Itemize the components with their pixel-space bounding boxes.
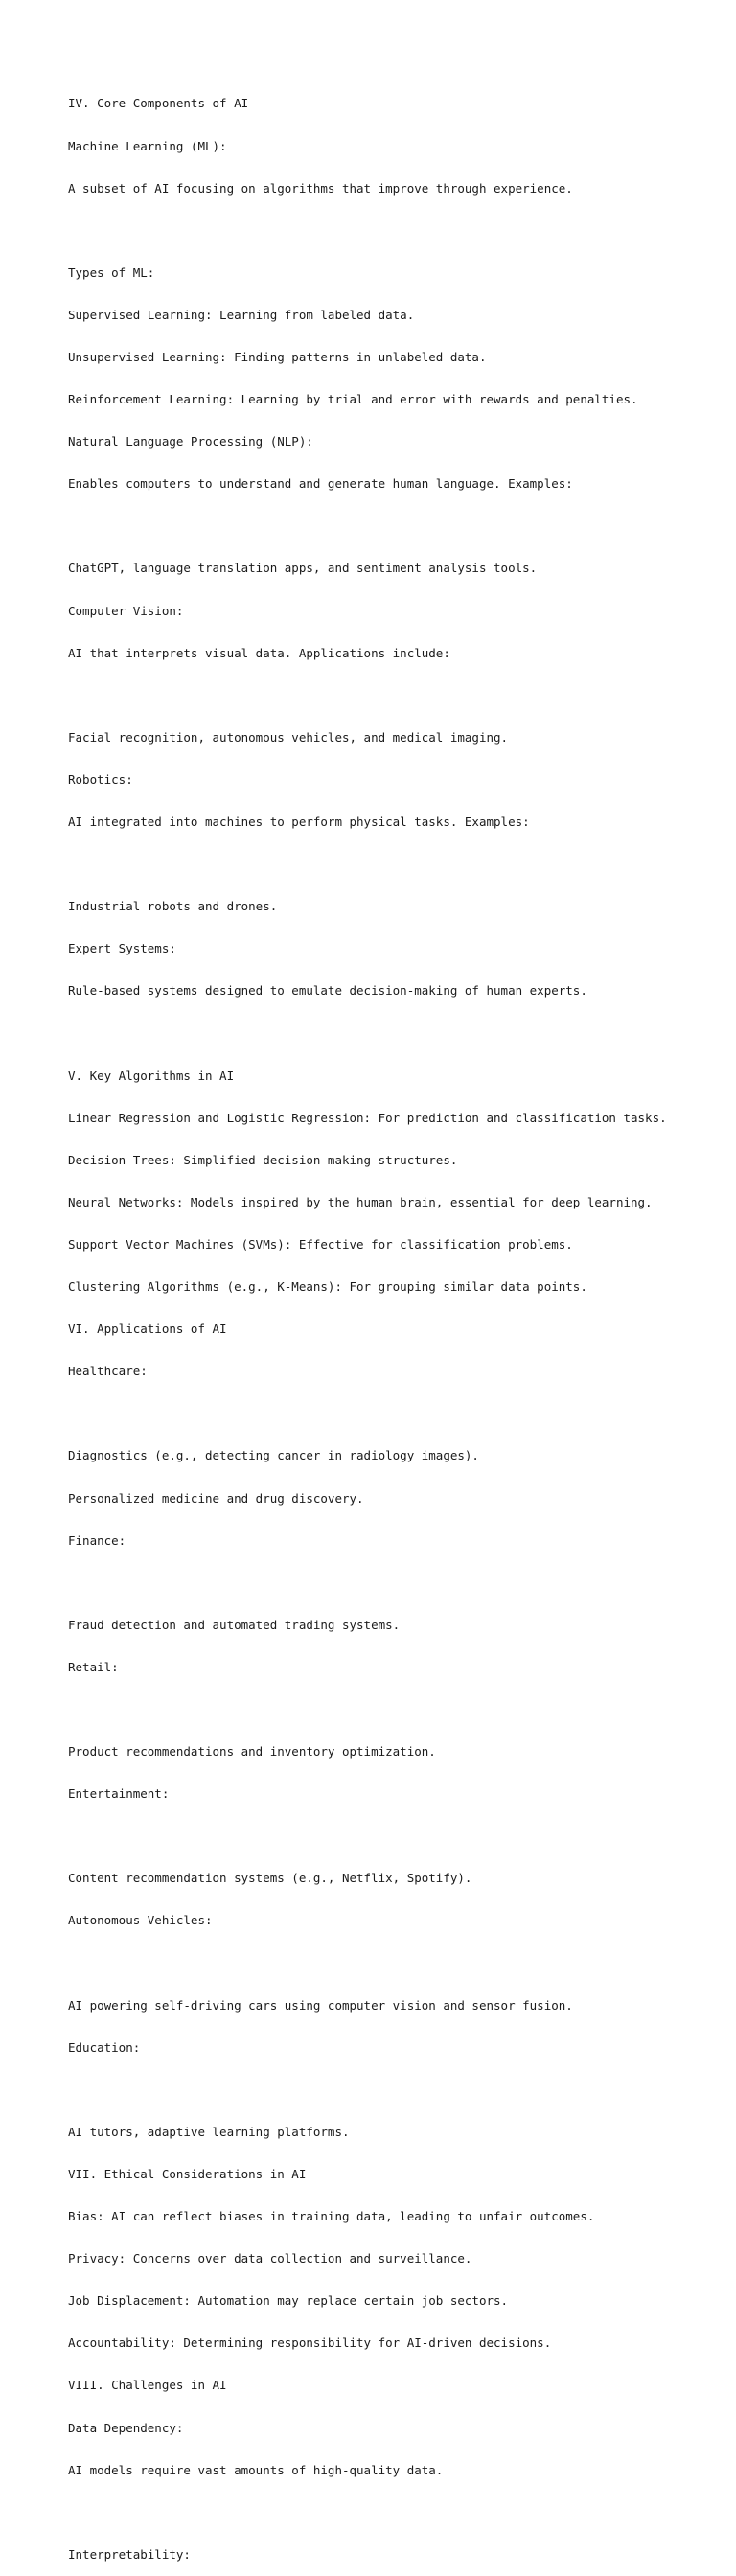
text-line: AI powering self-driving cars using computer vision and sensor fusion. [68, 1997, 573, 2012]
text-line: Robotics: [68, 771, 133, 787]
text-line: Natural Language Processing (NLP): [68, 434, 313, 449]
text-line: Autonomous Vehicles: [68, 1913, 213, 1928]
text-line: ChatGPT, language translation apps, and sentiment analysis tools. [68, 561, 538, 576]
document-page [68, 69, 729, 2576]
text-line: Fraud detection and automated trading systems. [68, 1617, 401, 1632]
blank-line [68, 1407, 729, 1421]
text-line: Linear Regression and Logistic Regression: For prediction and classification tasks. [68, 1110, 667, 1125]
text-line: Bias: AI can reflect biases in training data, leading to unfair outcomes. [68, 2209, 595, 2224]
section-heading-applications: VI. Applications of AI [68, 1322, 227, 1337]
blank-line [68, 224, 729, 239]
text-line: Education: [68, 2039, 141, 2055]
blank-line [68, 858, 729, 872]
text-line: Support Vector Machines (SVMs): Effective for classification problems. [68, 1236, 573, 1252]
section-heading-core-components: IV. Core Components of AI [68, 96, 249, 111]
text-line: Retail: [68, 1659, 119, 1674]
blank-line [68, 1576, 729, 1591]
section-heading-key-algorithms: V. Key Algorithms in AI [68, 1068, 235, 1083]
text-line: Finance: [68, 1532, 126, 1548]
text-line: Unsupervised Learning: Finding patterns in unlabeled data. [68, 349, 487, 364]
text-line: Personalized medicine and drug discovery. [68, 1490, 364, 1506]
text-line: Rule-based systems designed to emulate decision-making of human experts. [68, 983, 587, 999]
text-line: Data Dependency: [68, 2420, 184, 2435]
blank-line [68, 1957, 729, 1971]
text-line: Clustering Algorithms (e.g., K-Means): For grouping similar data points. [68, 1279, 587, 1295]
text-line: Types of ML: [68, 264, 155, 280]
section-heading-ethical-considerations: VII. Ethical Considerations in AI [68, 2167, 307, 2181]
blank-line [68, 689, 729, 703]
blank-line [68, 1026, 729, 1041]
text-line: Expert Systems: [68, 941, 176, 956]
text-line: Supervised Learning: Learning from labeled data. [68, 307, 415, 322]
blank-line [68, 1829, 729, 1844]
blank-line [68, 1703, 729, 1717]
text-line: Neural Networks: Models inspired by the human brain, essential for deep learning. [68, 1194, 653, 1209]
text-line: Computer Vision: [68, 603, 184, 618]
text-line: Content recommendation systems (e.g., Netflix, Spotify). [68, 1871, 472, 1886]
text-line: Job Displacement: Automation may replace certain job sectors. [68, 2293, 509, 2309]
text-line: Accountability: Determining responsibility for AI-driven decisions. [68, 2335, 552, 2351]
text-line: Product recommendations and inventory optimization. [68, 1744, 436, 1760]
text-line: Industrial robots and drones. [68, 899, 278, 914]
text-line: AI tutors, adaptive learning platforms. [68, 2124, 350, 2139]
text-line: Diagnostics (e.g., detecting cancer in radiology images). [68, 1448, 479, 1463]
text-line: AI integrated into machines to perform physical tasks. Examples: [68, 815, 530, 829]
blank-line [68, 2083, 729, 2098]
text-line: Interpretability: [68, 2546, 191, 2562]
blank-line [68, 2506, 729, 2520]
text-line: AI models require vast amounts of high-quality data. [68, 2462, 444, 2477]
text-line: Machine Learning (ML): [68, 138, 227, 153]
text-line: A subset of AI focusing on algorithms that improve through experience. [68, 180, 573, 196]
text-line: Healthcare: [68, 1364, 148, 1379]
section-heading-challenges: VIII. Challenges in AI [68, 2378, 227, 2393]
blank-line [68, 519, 729, 534]
text-line: Facial recognition, autonomous vehicles, and medical imaging. [68, 729, 509, 745]
text-line: Entertainment: [68, 1786, 170, 1802]
text-line: Reinforcement Learning: Learning by trial and error with rewards and penalties. [68, 392, 638, 407]
text-line: Enables computers to understand and generate human language. Examples: [68, 476, 573, 492]
text-line: Privacy: Concerns over data collection and surveillance. [68, 2251, 472, 2266]
text-line: Decision Trees: Simplified decision-making structures. [68, 1152, 458, 1167]
text-line: AI that interprets visual data. Applications include: [68, 645, 450, 660]
